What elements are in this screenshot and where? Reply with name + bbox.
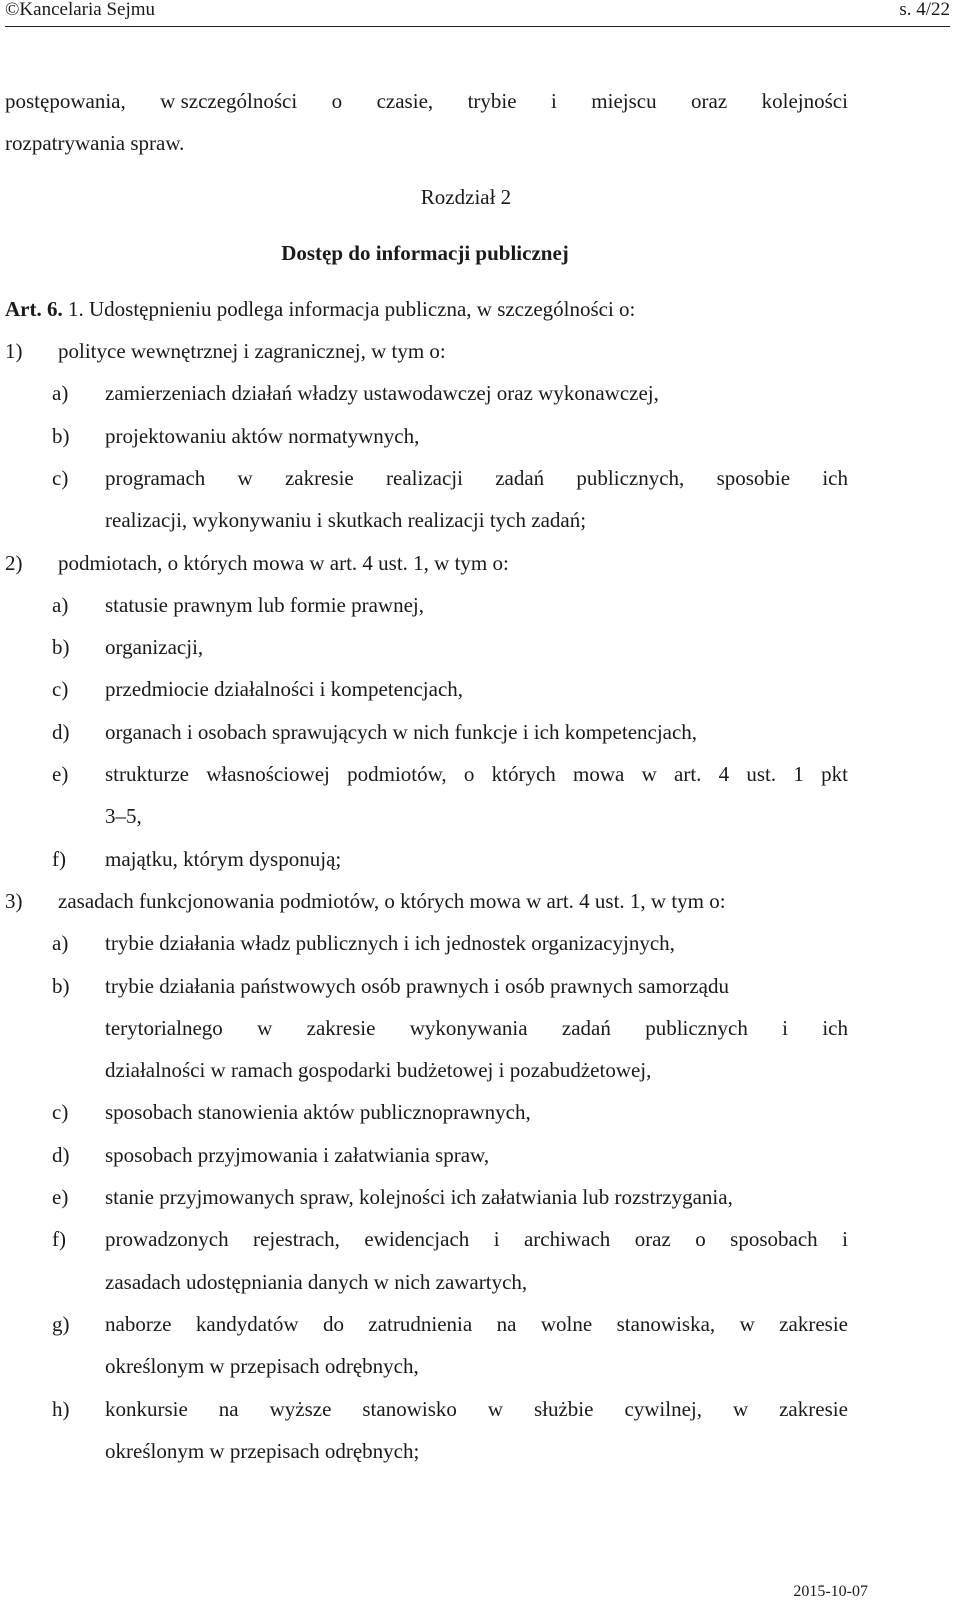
word: archiwach (523, 1227, 611, 1252)
letter-label: a) (52, 931, 69, 956)
article-text: 1. Udostępnieniu podlega informacja publiczna, w szczególności o: (67, 297, 636, 321)
letter-text: sposobach przyjmowania i załatwiania spraw, (105, 1142, 490, 1167)
letter-label: c) (52, 677, 69, 702)
word: na (496, 1311, 517, 1336)
word: prowadzonych (105, 1227, 229, 1252)
letter-text: organizacji, (105, 635, 204, 660)
letter-label: f) (52, 846, 66, 871)
point-number: 2) (5, 550, 23, 575)
letter-text-line-2: 3–5, (105, 804, 142, 829)
letter-label: e) (52, 762, 69, 786)
word: zakresie (284, 465, 354, 490)
letter-label: e) (52, 1185, 69, 1209)
word: i (782, 1015, 788, 1040)
letter-text: zamierzeniach działań władzy ustawodawczej oraz wykonawczej, (105, 381, 659, 406)
letter-label: c) (52, 1100, 69, 1125)
word: zakresie (779, 1311, 848, 1336)
word: wolne (540, 1311, 593, 1336)
letter-label: h) (52, 1396, 70, 1421)
chapter-number: Rozdział 2 (420, 185, 512, 209)
letter-text-line-2: określonym w przepisach odrębnych; (105, 1438, 420, 1463)
word: na (218, 1396, 239, 1421)
letter-text: majątku, którym dysponują; (105, 846, 342, 871)
word: w (487, 1396, 504, 1421)
word: w (641, 762, 657, 786)
letter-text-line-1 (105, 465, 848, 491)
word: o (331, 89, 343, 113)
word: ich (822, 465, 848, 490)
letter-text: trybie działania władz publicznych i ich jednostek organizacyjnych, (105, 931, 675, 956)
word: w (732, 1396, 749, 1421)
word: czasie, (376, 89, 434, 113)
word: terytorialnego (105, 1015, 223, 1040)
letter-text-line-3: działalności w ramach gospodarki budżetowej i pozabudżetowej, (105, 1058, 652, 1083)
point-number: 3) (5, 888, 23, 913)
letter-label: g) (52, 1311, 70, 1336)
word: ewidencjach (364, 1227, 470, 1252)
point-text: podmiotach, o których mowa w art. 4 ust. 1, w tym o: (58, 550, 509, 575)
letter-label: b) (52, 423, 70, 448)
word: w szczególności (160, 89, 298, 113)
word: zadań (495, 465, 545, 490)
header-page-number: s. 4/22 (899, 0, 950, 20)
letter-text-line-2: określonym w przepisach odrębnych, (105, 1354, 419, 1379)
word: stanowisko (362, 1396, 457, 1421)
letter-label: b) (52, 973, 70, 998)
word: i (842, 1227, 848, 1252)
letter-text-line-1 (105, 1311, 848, 1337)
word: ich (822, 1015, 848, 1040)
word: trybie (467, 89, 517, 113)
letter-text-line-1: trybie działania państwowych osób prawnych i osób prawnych samorządu (105, 973, 729, 998)
letter-text: stanie przyjmowanych spraw, kolejności ich załatwiania lub rozstrzygania, (105, 1185, 733, 1209)
intro-line-1 (5, 88, 848, 114)
word: własnościowej (206, 762, 330, 786)
word: do (322, 1311, 344, 1336)
letter-text: sposobach stanowienia aktów publicznoprawnych, (105, 1100, 531, 1125)
word: zakresie (306, 1015, 376, 1040)
letter-text: projektowaniu aktów normatywnych, (105, 423, 420, 448)
word: w (237, 465, 253, 490)
word: 4 (718, 762, 730, 786)
word: publicznych (645, 1015, 748, 1040)
point-text: polityce wewnętrznej i zagranicznej, w tym o: (58, 339, 446, 363)
word: strukturze (105, 762, 189, 786)
header-copyright: ©Kancelaria Sejmu (5, 0, 156, 20)
word: kandydatów (195, 1311, 299, 1336)
word: sposobie (716, 465, 791, 490)
word: programach (105, 465, 206, 490)
word: kolejności (761, 89, 848, 113)
word: stanowiska, (616, 1311, 716, 1336)
point-text: zasadach funkcjonowania podmiotów, o których mowa w art. 4 ust. 1, w tym o: (58, 888, 726, 913)
word: zadań (561, 1015, 611, 1040)
word: 1 (793, 762, 804, 786)
word: sposobach (730, 1227, 818, 1252)
word: miejscu (591, 89, 657, 113)
letter-text-line-1 (105, 1396, 848, 1422)
word: służbie (533, 1396, 594, 1421)
article-heading (5, 296, 635, 322)
word: publicznych, (576, 465, 685, 490)
letter-text-line-2 (105, 1015, 848, 1041)
word: cywilnej, (624, 1396, 702, 1421)
word: zakresie (779, 1396, 848, 1421)
chapter-title: Dostęp do informacji publicznej (281, 241, 569, 265)
letter-label: d) (52, 719, 70, 744)
intro-line-2: rozpatrywania spraw. (5, 131, 185, 155)
word: konkursie (105, 1396, 188, 1421)
letter-text-line-2: realizacji, wykonywaniu i skutkach realizacji tych zadań; (105, 508, 587, 533)
word: realizacji (386, 465, 463, 490)
letter-label: d) (52, 1142, 70, 1167)
word: mowa (573, 762, 625, 786)
word: których (491, 762, 556, 786)
word: wyższe (269, 1396, 332, 1421)
word: ust. (746, 762, 777, 786)
word: postępowania, (5, 89, 126, 113)
word: zatrudnienia (368, 1311, 473, 1336)
letter-label: f) (52, 1227, 66, 1252)
article-number: Art. 6. (5, 297, 68, 321)
word: pkt (821, 762, 848, 786)
word: podmiotów, (347, 762, 447, 786)
word: w (739, 1311, 755, 1336)
letter-label: a) (52, 592, 69, 617)
letter-label: b) (52, 635, 70, 660)
word: oraz (691, 89, 728, 113)
word: oraz (634, 1227, 671, 1252)
point-number: 1) (5, 339, 23, 363)
word: w (257, 1015, 273, 1040)
word: i (551, 89, 557, 113)
word: o (695, 1227, 706, 1252)
footer-date: 2015-10-07 (793, 1583, 868, 1600)
word: naborze (105, 1311, 172, 1336)
letter-text-line-1 (105, 761, 848, 787)
word: o (463, 762, 475, 786)
letter-text-line-1 (105, 1226, 848, 1252)
letter-text-line-2: zasadach udostępniania danych w nich zawartych, (105, 1269, 528, 1294)
letter-text: organach i osobach sprawujących w nich funkcje i ich kompetencjach, (105, 719, 698, 744)
word: i (493, 1227, 500, 1252)
word: rejestrach, (253, 1227, 340, 1252)
letter-text: statusie prawnym lub formie prawnej, (105, 592, 424, 617)
word: wykonywania (409, 1015, 528, 1040)
word: art. (674, 762, 702, 786)
letter-text: przedmiocie działalności i kompetencjach, (105, 677, 464, 702)
letter-label: a) (52, 381, 69, 406)
letter-label: c) (52, 465, 69, 490)
